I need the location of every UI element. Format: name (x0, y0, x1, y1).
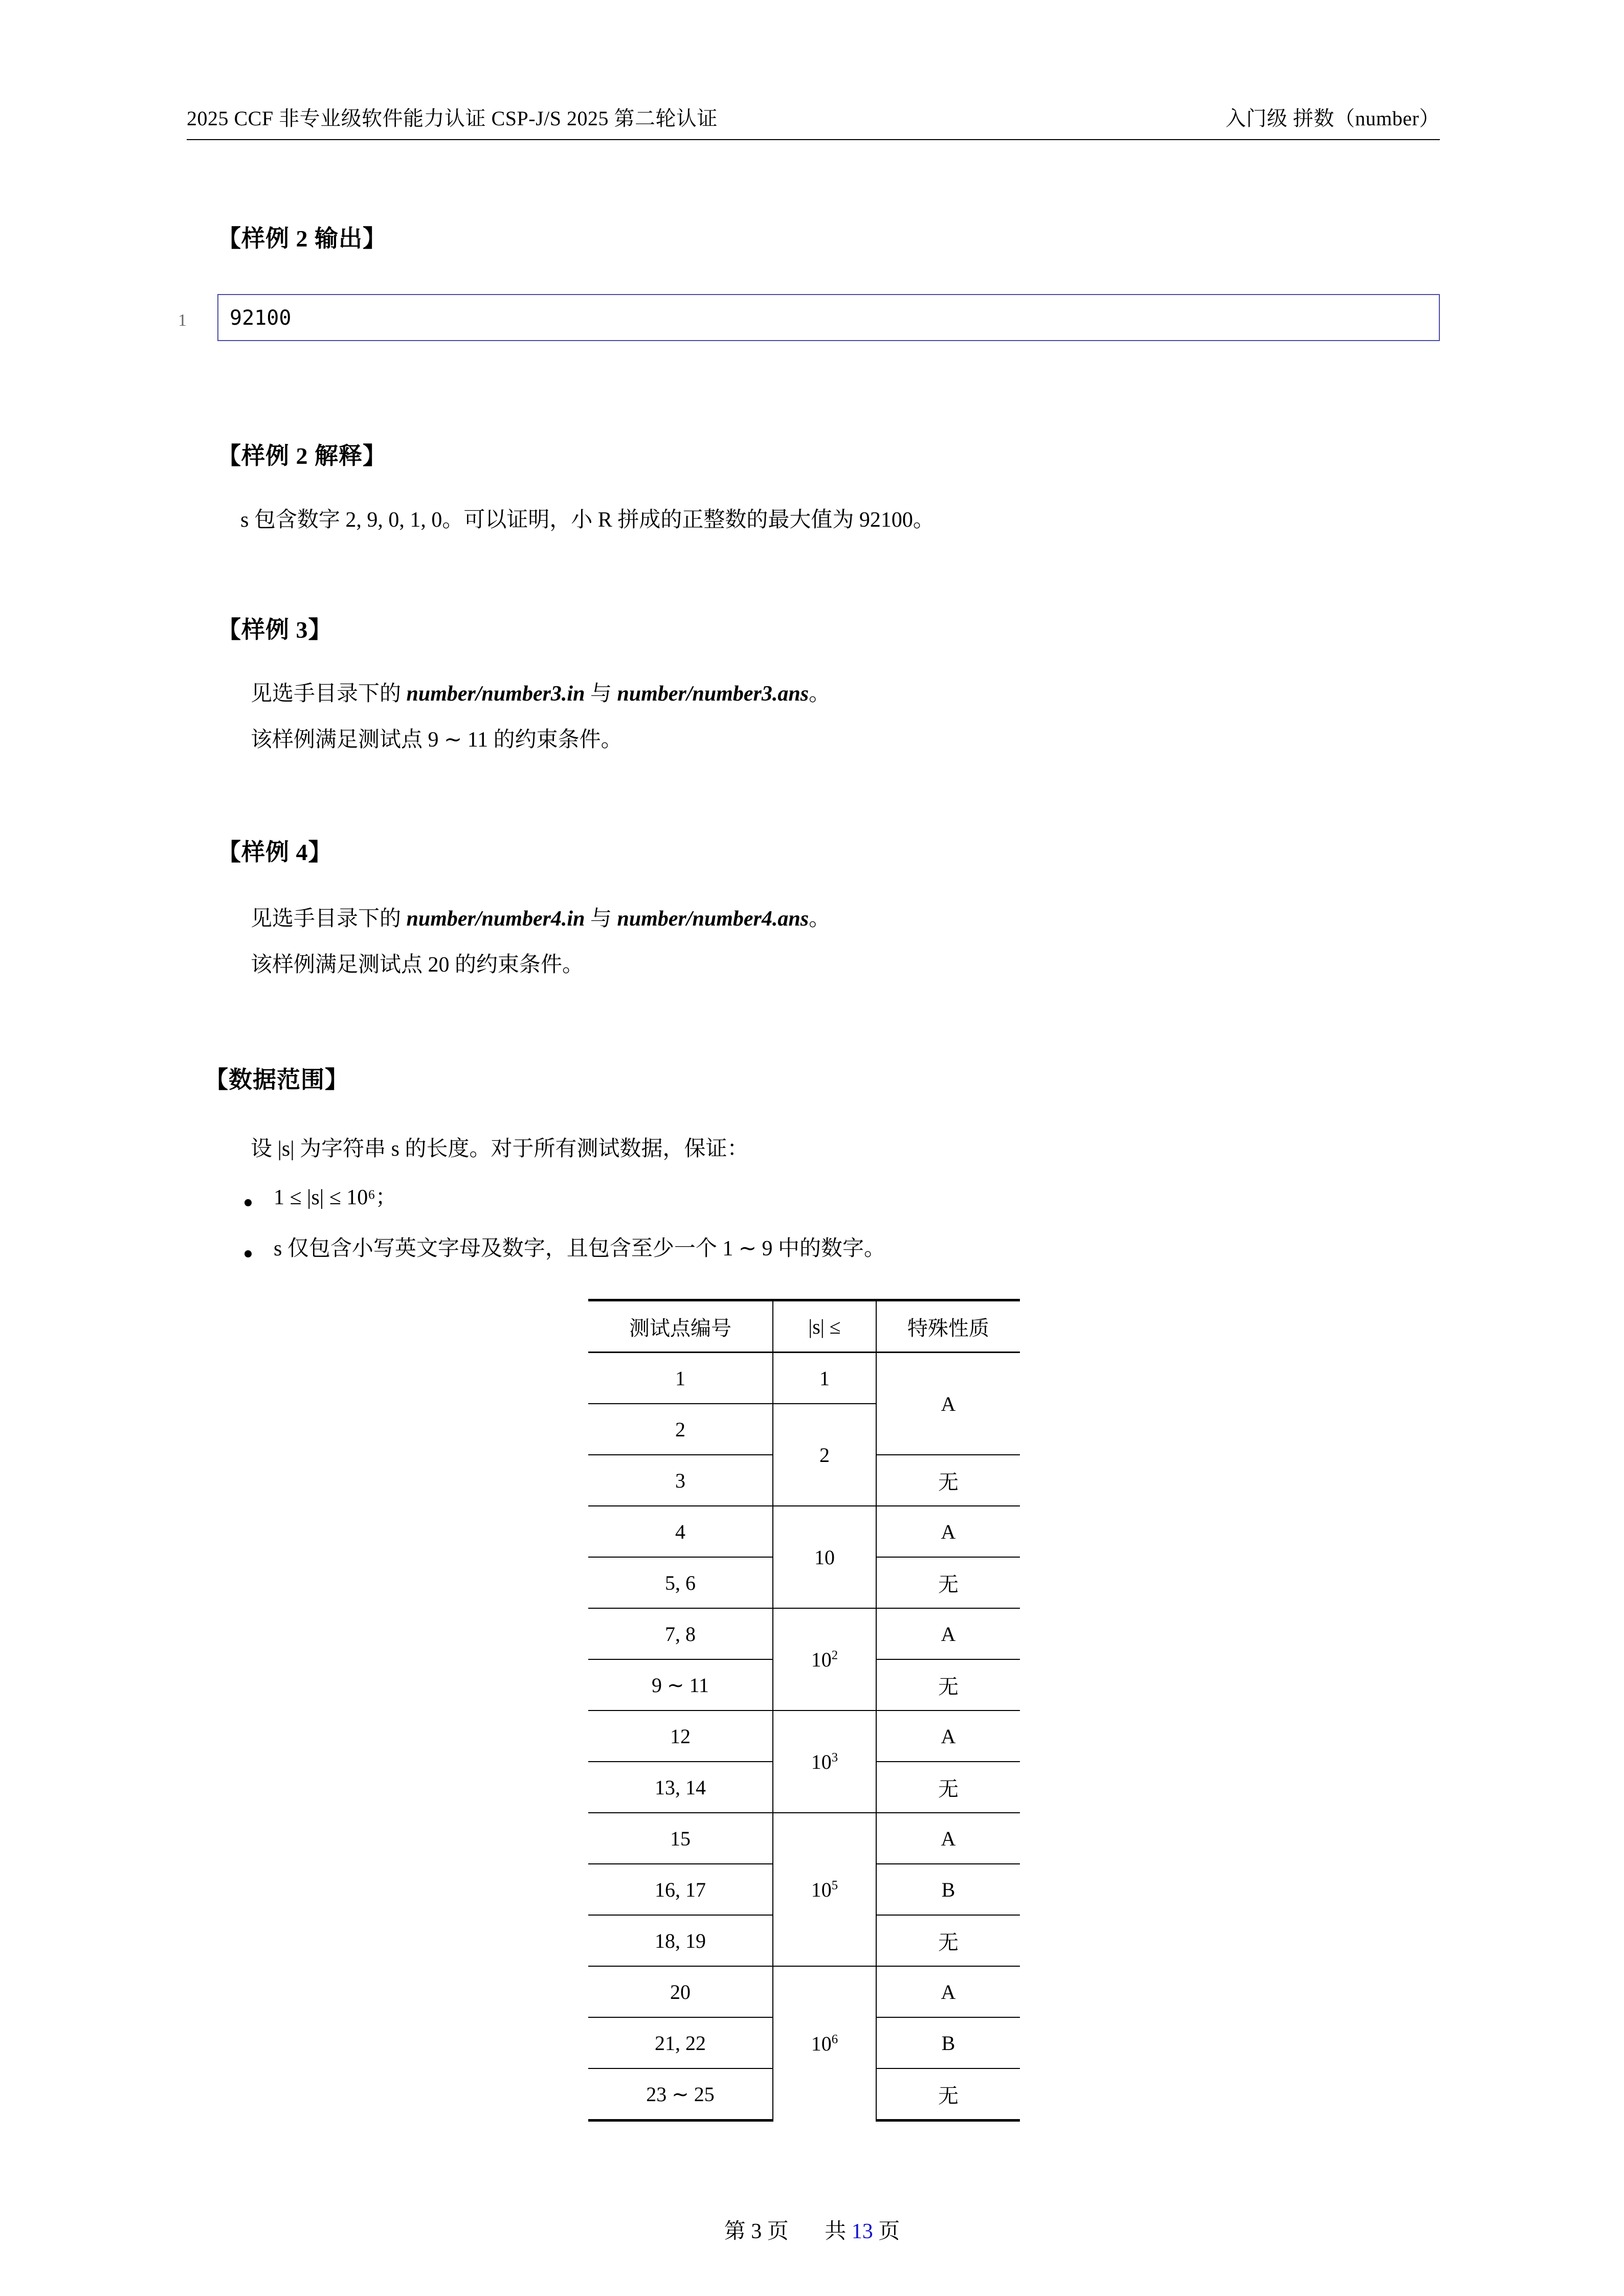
table-cell-testcase-id: 1 (588, 1353, 773, 1404)
sample4-line1 (251, 903, 830, 936)
table-cell-special-property: 无 (876, 1762, 1020, 1813)
sample4-file-ans: number/number4.ans (617, 907, 809, 931)
table-row (588, 1710, 1020, 1762)
table-row (588, 1506, 1020, 1557)
sample2-explain-text: s 包含数字 2, 9, 0, 1, 0。可以证明，小 R 拼成的正整数的最大值为 92100。 (240, 508, 935, 532)
table-header-cell: 测试点编号 (588, 1300, 773, 1353)
table-cell-special-property: A (876, 1608, 1020, 1659)
table-cell-length-bound: $10^6$ (773, 1966, 876, 2121)
table-cell-testcase-id: 20 (588, 1966, 773, 2017)
header-right-title: 入门级 拼数（number） (1225, 107, 1440, 130)
constraints-table (588, 1299, 1020, 2122)
page-footer (0, 2214, 1624, 2245)
sample2-output-code: 92100 (230, 306, 292, 330)
data-range-bullet-2: s 仅包含小写英文字母及数字，且包含至少一个 1 ∼ 9 中的数字。 (274, 1237, 886, 1260)
header-left-title: 2025 CCF 非专业级软件能力认证 CSP-J/S 2025 第二轮认证 (187, 107, 718, 130)
table-cell-length-bound: 2 (773, 1404, 876, 1506)
table-cell-special-property: A (876, 1813, 1020, 1864)
sample4-line2: 该样例满足测试点 20 的约束条件。 (251, 953, 584, 977)
table-cell-testcase-id: 21, 22 (588, 2017, 773, 2068)
table-cell-special-property: B (876, 1864, 1020, 1915)
table-cell-special-property: A (876, 1506, 1020, 1557)
bullet-icon (244, 1199, 252, 1206)
table-cell-special-property: 无 (876, 1659, 1020, 1710)
table-cell-length-bound: $10^5$ (773, 1813, 876, 1966)
constraints-table-body (588, 1300, 1020, 2121)
sample4-line1-mid: 与 (585, 907, 617, 931)
table-cell-testcase-id: 4 (588, 1506, 773, 1557)
table-cell-testcase-id: 9 ∼ 11 (588, 1659, 773, 1710)
table-cell-special-property: A (876, 1353, 1020, 1455)
sample3-line1-mid: 与 (585, 682, 617, 706)
table-row (588, 1813, 1020, 1864)
page-header (187, 102, 1440, 131)
table-cell-testcase-id: 23 ∼ 25 (588, 2068, 773, 2121)
footer-total-suffix: 页 (873, 2220, 900, 2243)
table-header-row (588, 1300, 1020, 1353)
table-cell-length-bound: 10 (773, 1506, 876, 1608)
sample3-line2: 该样例满足测试点 9 ∼ 11 的约束条件。 (251, 728, 622, 752)
table-cell-special-property: 无 (876, 1455, 1020, 1506)
table-cell-testcase-id: 2 (588, 1404, 773, 1455)
table-cell-length-bound: 1 (773, 1353, 876, 1404)
bullet-icon (244, 1250, 252, 1257)
table-cell-testcase-id: 18, 19 (588, 1915, 773, 1966)
sample3-file-ans: number/number3.ans (617, 682, 809, 706)
table-cell-special-property: B (876, 2017, 1020, 2068)
constraints-table-wrapper (588, 1299, 1020, 2122)
table-cell-testcase-id: 16, 17 (588, 1864, 773, 1915)
footer-total-pages: 13 (851, 2220, 873, 2243)
table-cell-length-bound: $10^2$ (773, 1608, 876, 1710)
table-cell-testcase-id: 15 (588, 1813, 773, 1864)
sample4-file-in: number/number4.in (406, 907, 585, 931)
table-cell-length-bound: $10^3$ (773, 1710, 876, 1813)
section-title-data-range: 【数据范围】 (205, 1067, 349, 1093)
section-title-sample4: 【样例 4】 (217, 839, 332, 865)
code-line-number: 1 (178, 311, 187, 330)
section-title-sample2-output: 【样例 2 输出】 (217, 226, 387, 252)
sample3-line1-pre: 见选手目录下的 (251, 682, 407, 706)
table-row (588, 1966, 1020, 2017)
table-cell-special-property: A (876, 1710, 1020, 1762)
sample3-line1 (251, 678, 830, 711)
table-row (588, 1608, 1020, 1659)
table-row (588, 1353, 1020, 1404)
table-cell-testcase-id: 5, 6 (588, 1557, 773, 1608)
table-cell-special-property: 无 (876, 1557, 1020, 1608)
header-divider (187, 139, 1440, 140)
table-cell-testcase-id: 7, 8 (588, 1608, 773, 1659)
table-cell-testcase-id: 13, 14 (588, 1762, 773, 1813)
table-cell-special-property: A (876, 1966, 1020, 2017)
table-cell-testcase-id: 3 (588, 1455, 773, 1506)
data-range-bullet-1: 1 ≤ |s| ≤ 10⁶； (274, 1186, 397, 1209)
sample4-line1-post: 。 (809, 907, 831, 931)
table-cell-special-property: 无 (876, 2068, 1020, 2121)
data-range-intro: 设 |s| 为字符串 s 的长度。对于所有测试数据，保证： (251, 1137, 749, 1161)
section-title-sample3: 【样例 3】 (217, 617, 332, 643)
table-cell-special-property: 无 (876, 1915, 1020, 1966)
footer-page-number: 第 3 页 (724, 2220, 789, 2243)
footer-total-prefix: 共 (825, 2220, 852, 2243)
section-title-sample2-explain: 【样例 2 解释】 (217, 443, 387, 469)
sample3-file-in: number/number3.in (406, 682, 585, 706)
sample4-line1-pre: 见选手目录下的 (251, 907, 407, 931)
table-cell-testcase-id: 12 (588, 1710, 773, 1762)
table-header-cell: |s| ≤ (773, 1300, 876, 1353)
sample3-line1-post: 。 (809, 682, 831, 706)
table-header-cell: 特殊性质 (876, 1300, 1020, 1353)
sample2-output-codebox (217, 294, 1440, 341)
